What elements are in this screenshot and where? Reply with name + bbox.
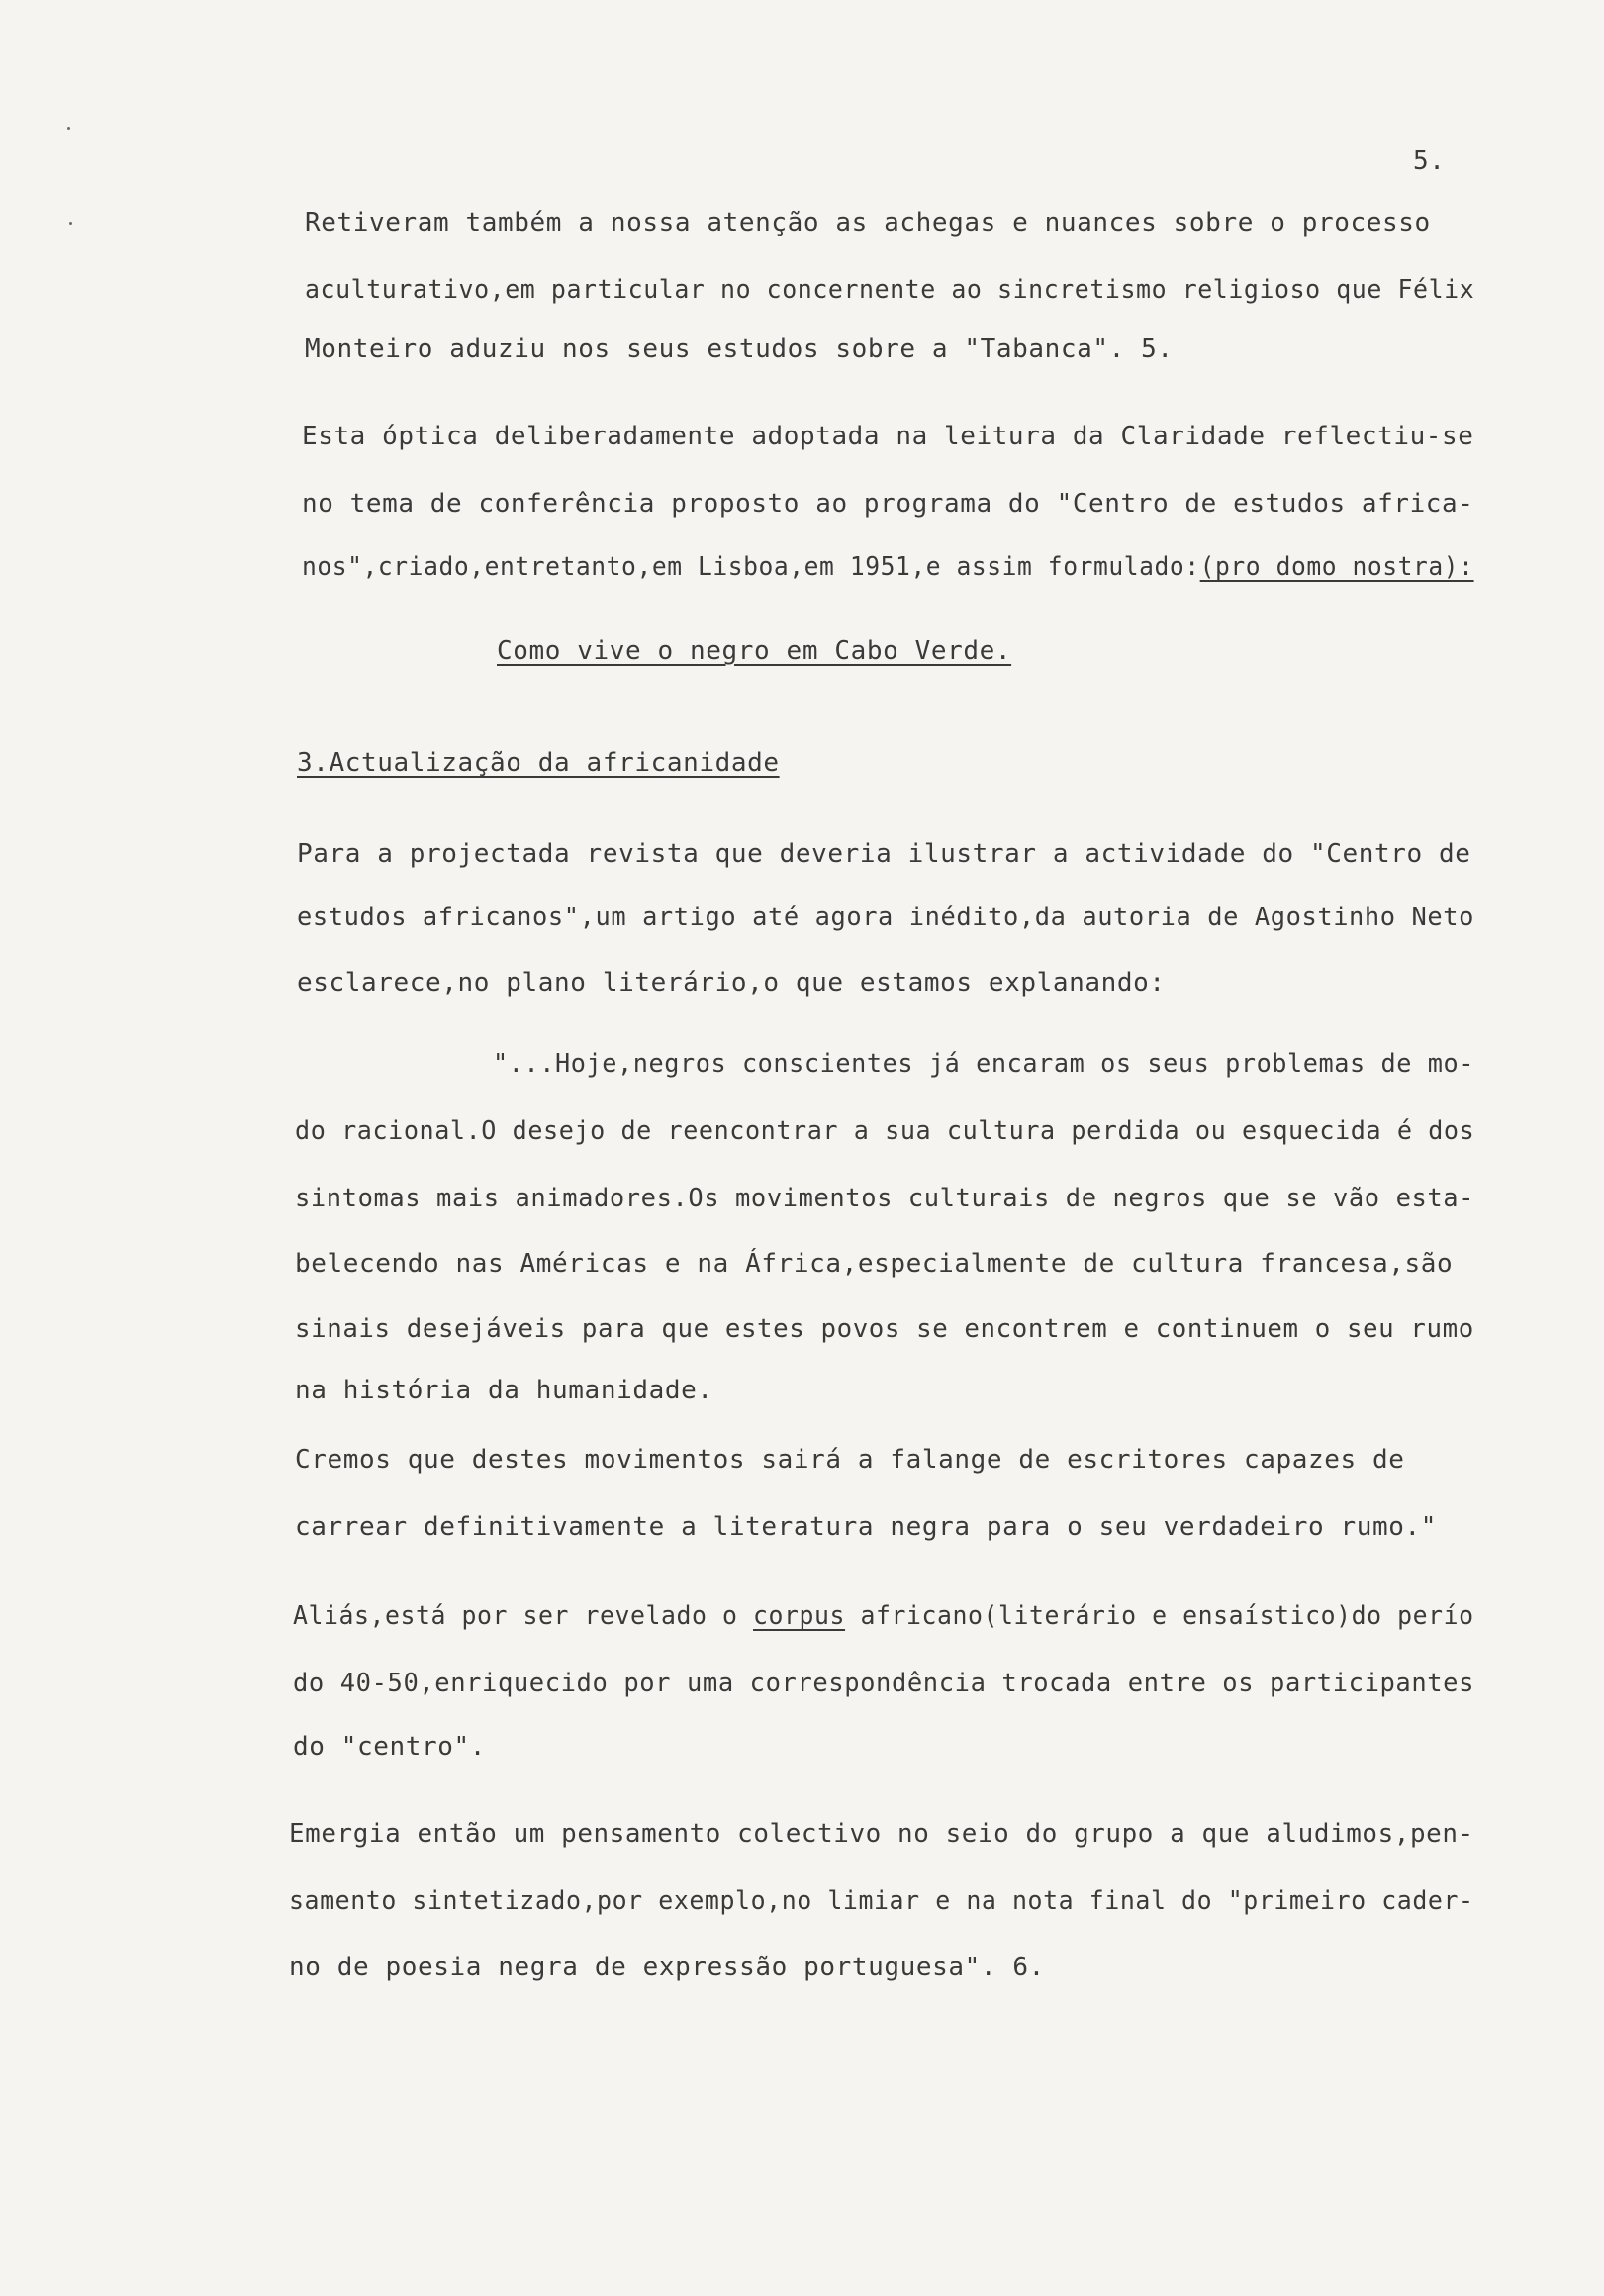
- paragraph-3-line-1: Para a projectada revista que deveria ilustrar a actividade do "Centro de: [297, 839, 1471, 869]
- paragraph-3-line-2: estudos africanos",um artigo até agora inédito,da autoria de Agostinho Neto: [297, 903, 1474, 932]
- conference-title: Como vive o negro em Cabo Verde.: [497, 636, 1012, 666]
- margin-speck: [67, 127, 70, 130]
- paragraph-2-line-3: [302, 554, 1474, 580]
- paragraph-5-line-1: Emergia então um pensamento colectivo no seio do grupo a que aludimos,pen-: [289, 1819, 1474, 1849]
- section-heading-text: 3.Actualização da africanidade: [297, 748, 780, 778]
- paragraph-5-line-2: samento sintetizado,por exemplo,no limiar e na nota final do "primeiro cader-: [289, 1886, 1474, 1916]
- paragraph-4-line-1-after: africano(literário e ensaístico)do perío: [845, 1601, 1474, 1631]
- corpus-term: corpus: [753, 1601, 846, 1631]
- paragraph-4-line-1: [293, 1603, 1474, 1629]
- paragraph-4-line-1-before: Aliás,está por ser revelado o: [293, 1601, 754, 1631]
- paragraph-3-line-3: esclarece,no plano literário,o que estamos explanando:: [297, 968, 1166, 998]
- paragraph-1-line-2: aculturativo,em particular no concernente ao sincretismo religioso que Félix: [305, 275, 1475, 305]
- quote-line-4: belecendo nas Américas e na África,especialmente de cultura francesa,são: [295, 1249, 1454, 1279]
- quote-line-8: carrear definitivamente a literatura negra para o seu verdadeiro rumo.": [295, 1512, 1437, 1542]
- quote-line-7: Cremos que destes movimentos sairá a falange de escritores capazes de: [295, 1445, 1405, 1475]
- paragraph-1-line-1: Retiveram também a nossa atenção as achegas e nuances sobre o processo: [305, 208, 1431, 238]
- quote-line-1: "...Hoje,negros conscientes já encaram os seus problemas de mo-: [493, 1049, 1475, 1079]
- paragraph-2-line-3-text: nos",criado,entretanto,em Lisboa,em 1951,e assim formulado:: [302, 552, 1200, 582]
- paragraph-2-line-2: no tema de conferência proposto ao programa do "Centro de estudos africa-: [302, 489, 1474, 519]
- quote-line-5: sinais desejáveis para que estes povos se encontrem e continuem o seu rumo: [295, 1314, 1474, 1344]
- paragraph-4-line-3: do "centro".: [293, 1732, 487, 1762]
- page-number: 5.: [1413, 146, 1446, 176]
- paragraph-1-line-3: Monteiro aduziu nos seus estudos sobre a "Tabanca". 5.: [305, 335, 1174, 364]
- paragraph-2-line-1: Esta óptica deliberadamente adoptada na leitura da Claridade reflectiu-se: [302, 422, 1474, 451]
- paragraph-5-line-3: no de poesia negra de expressão portuguesa". 6.: [289, 1953, 1045, 1982]
- quote-line-6: na história da humanidade.: [295, 1376, 713, 1405]
- quote-line-2: do racional.O desejo de reencontrar a sua cultura perdida ou esquecida é dos: [295, 1116, 1475, 1146]
- paragraph-4-line-2: do 40-50,enriquecido por uma correspondência trocada entre os participantes: [293, 1669, 1475, 1698]
- section-heading: [297, 750, 780, 776]
- margin-speck: [69, 222, 72, 225]
- latin-phrase: (pro domo nostra):: [1199, 552, 1474, 582]
- quote-line-3: sintomas mais animadores.Os movimentos culturais de negros que se vão esta-: [295, 1184, 1475, 1213]
